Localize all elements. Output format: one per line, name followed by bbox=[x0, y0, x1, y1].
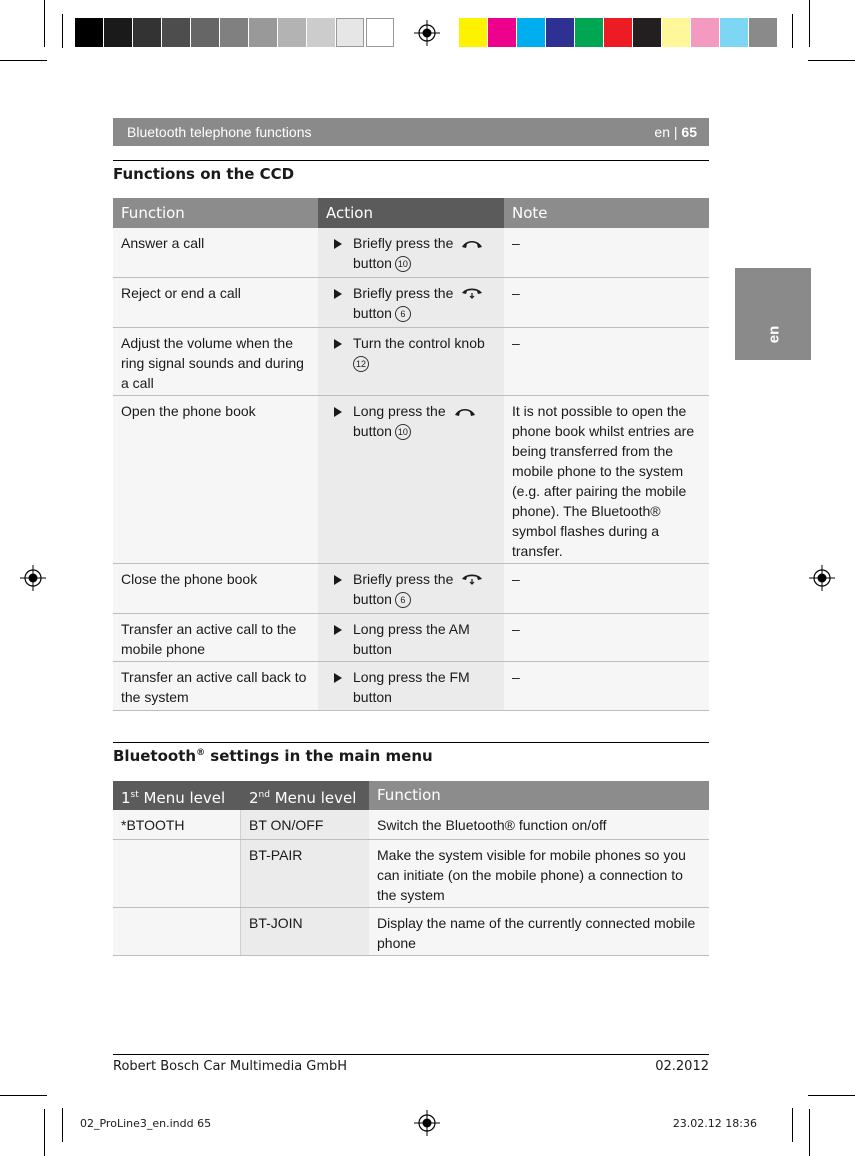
button-number: 12 bbox=[353, 356, 369, 372]
cell-action: Long press the button 10 bbox=[318, 396, 504, 563]
running-header-title: Bluetooth telephone functions bbox=[127, 124, 312, 140]
footer-rule bbox=[113, 1054, 709, 1055]
bullet-arrow-icon bbox=[334, 407, 342, 417]
table-row bbox=[113, 228, 709, 278]
section-rule bbox=[113, 742, 709, 743]
cell-function: Open the phone book bbox=[113, 396, 318, 563]
registration-mark-icon bbox=[809, 565, 835, 591]
cell-level2: BT-JOIN bbox=[241, 908, 369, 955]
cell-function: Display the name of the currently connected mobile phone bbox=[369, 908, 709, 955]
cell-function: Make the system visible for mobile phones so you can initiate (on the mobile phone) a connection to the system bbox=[369, 840, 709, 907]
slug-filename: 02_ProLine3_en.indd 65 bbox=[80, 1117, 212, 1130]
phone-pickup-icon bbox=[460, 238, 484, 250]
button-number: 10 bbox=[395, 256, 411, 272]
cell-note: – bbox=[504, 278, 709, 327]
cell-function: Close the phone book bbox=[113, 564, 318, 613]
phone-hangup-icon bbox=[460, 288, 484, 300]
table-header bbox=[113, 781, 709, 810]
registration-mark-icon bbox=[414, 20, 440, 46]
column-header-function: Function bbox=[369, 781, 709, 810]
cell-action: Turn the control knob 12 bbox=[318, 328, 504, 395]
section-title: Bluetooth® settings in the main menu bbox=[113, 747, 433, 765]
crop-mark bbox=[62, 14, 63, 48]
bullet-arrow-icon bbox=[334, 625, 342, 635]
crop-mark bbox=[62, 1108, 63, 1142]
column-header-level1: 1st Menu level bbox=[113, 781, 241, 810]
cell-function: Switch the Bluetooth® function on/off bbox=[369, 810, 709, 839]
phone-hangup-icon bbox=[460, 574, 484, 586]
footer-company: Robert Bosch Car Multimedia GmbH bbox=[113, 1059, 348, 1074]
crop-mark bbox=[44, 1109, 45, 1156]
cell-function: Reject or end a call bbox=[113, 278, 318, 327]
bullet-arrow-icon bbox=[334, 239, 342, 249]
cell-action: Long press the AM button bbox=[318, 614, 504, 661]
cell-action: Long press the FM button bbox=[318, 662, 504, 710]
crop-mark bbox=[809, 1109, 810, 1156]
cell-function: Transfer an active call to the mobile phone bbox=[113, 614, 318, 661]
crop-mark bbox=[792, 14, 793, 48]
button-number: 6 bbox=[395, 306, 411, 322]
cell-note: – bbox=[504, 328, 709, 395]
phone-pickup-icon bbox=[453, 406, 477, 418]
cell-action: Briefly press the button 10 bbox=[318, 228, 504, 277]
registration-mark-icon bbox=[20, 565, 46, 591]
button-number: 10 bbox=[395, 424, 411, 440]
table-row bbox=[113, 840, 709, 908]
table-row bbox=[113, 328, 709, 396]
page-number: en | 65 bbox=[654, 124, 697, 140]
cell-function: Adjust the volume when the ring signal sounds and during a call bbox=[113, 328, 318, 395]
cell-note: It is not possible to open the phone book whilst entries are being transferred from the mobile phone to the system (e.g. after pairing the mobile phone). The Bluetooth® symbol flashes during a transfer. bbox=[504, 396, 709, 563]
crop-mark bbox=[808, 60, 855, 61]
cell-note: – bbox=[504, 662, 709, 710]
crop-mark bbox=[792, 1108, 793, 1142]
table-row bbox=[113, 614, 709, 662]
crop-mark bbox=[0, 60, 47, 61]
section-title: Functions on the CCD bbox=[113, 165, 295, 183]
registration-mark-icon bbox=[414, 1110, 440, 1136]
column-header-function: Function bbox=[113, 198, 318, 228]
cell-action: Briefly press the button 6 bbox=[318, 564, 504, 613]
slug-timestamp: 23.02.12 18:36 bbox=[672, 1117, 757, 1130]
column-header-action: Action bbox=[318, 198, 504, 228]
button-number: 6 bbox=[395, 592, 411, 608]
table-row bbox=[113, 908, 709, 956]
section-rule bbox=[113, 160, 709, 161]
footer-date: 02.2012 bbox=[655, 1059, 709, 1074]
table-row bbox=[113, 564, 709, 614]
crop-mark bbox=[808, 1095, 855, 1096]
bullet-arrow-icon bbox=[334, 289, 342, 299]
bullet-arrow-icon bbox=[334, 575, 342, 585]
cell-level1: *BTOOTH bbox=[113, 810, 241, 839]
crop-mark bbox=[0, 1095, 47, 1096]
crop-mark bbox=[44, 0, 45, 47]
table-header bbox=[113, 198, 709, 228]
running-header bbox=[113, 118, 709, 146]
bullet-arrow-icon bbox=[334, 673, 342, 683]
cell-level2: BT ON/OFF bbox=[241, 810, 369, 839]
cell-function: Answer a call bbox=[113, 228, 318, 277]
table-row bbox=[113, 278, 709, 328]
cell-level1 bbox=[113, 908, 241, 955]
cell-note: – bbox=[504, 228, 709, 277]
column-header-level2: 2nd Menu level bbox=[241, 781, 369, 810]
table-row bbox=[113, 662, 709, 711]
table-row bbox=[113, 396, 709, 564]
crop-mark bbox=[809, 0, 810, 47]
cell-function: Transfer an active call back to the system bbox=[113, 662, 318, 710]
cell-level2: BT-PAIR bbox=[241, 840, 369, 907]
table-row bbox=[113, 810, 709, 840]
cell-note: – bbox=[504, 564, 709, 613]
cell-note: – bbox=[504, 614, 709, 661]
cell-level1 bbox=[113, 840, 241, 907]
cell-action: Briefly press the button 6 bbox=[318, 278, 504, 327]
bullet-arrow-icon bbox=[334, 339, 342, 349]
language-tab: en bbox=[735, 268, 811, 360]
column-header-note: Note bbox=[504, 198, 709, 228]
